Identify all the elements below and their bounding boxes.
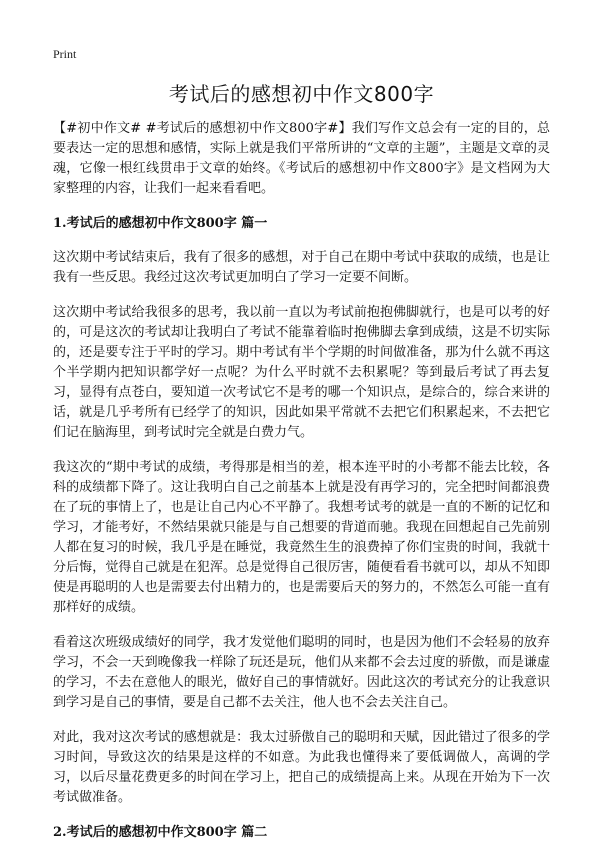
paragraph: 这次期中考试给我很多的思考，我以前一直以为考试前抱抱佛脚就行，也是可以考的好的，可是这次的考试却让我明白了考试不能靠着临时抱佛脚去拿到成绩，这是不切实际的，还是要专注于平时的学习。期中考试有半个学期的时间做准备，那为什么就不再这个半学期内把知识都学好一点呢？为什么平时就不去积累呢？等到最后考试了再去复习，显得有点苍白，要知道一次考试它不是考的哪一个知识点，是综合的，综合来讲的话，就是几乎考所有已经学了的知识，因此如果平常就不去把它们积累起来，不去把它们记在脑海里，到考试时完全就是白费力气。	[53, 305, 550, 440]
section-heading-1: 1.考试后的感想初中作文800字 篇一	[53, 216, 268, 231]
section-heading-2: 2.考试后的感想初中作文800字 篇二	[53, 825, 268, 840]
article-body	[53, 119, 550, 857]
paragraph: 我这次的“期中考试的成绩，考得那是相当的差，根本连平时的小考都不能去比较，各科的成绩都下降了。这让我明白自己之前基本上就是没有再学习的，完全把时间都浪费在了玩的事情上了，也是让自己内心不平静了。我想考试考的就是一直的不断的记忆和学习，才能考好，不然结果就只能是与自己想要的背道而驰。我现在回想起自己先前别人都在复习的时候，我几乎是在睡觉，我竟然生生的浪费掉了你们宝贵的时间，我就十分后悔，觉得自己就是在犯浑。总是觉得自己很厉害，随便看看书就可以，却从不知即使是再聪明的人也是需要去付出精力的，也是需要后天的努力的，不然怎么可能一直有那样好的成绩。	[53, 460, 550, 615]
paragraph: 这次期中考试结束后，我有了很多的感想，对于自己在期中考试中获取的成绩，也是让我有一些反思。我经过这次考试更加明白了学习一定要不间断。	[53, 250, 550, 285]
paragraph: 看着这次班级成绩好的同学，我才发觉他们聪明的同时，也是因为他们不会轻易的放弃学习，不会一天到晚像我一样除了玩还是玩，他们从来都不会去过度的骄傲，而是谦虚的学习，不去在意他人的眼光，做好自己的事情就好。因此这次的考试充分的让我意识到学习是自己的事情，要是自己都不去关注，他人也不会去关注自己。	[53, 635, 550, 710]
intro-paragraph: 【#初中作文# #考试后的感想初中作文800字#】我们写作文总会有一定的目的，总要表达一定的思想和感情，实际上就是我们平常所讲的“文章的主题”，主题是文章的灵魂，它像一根红线贯串于文章的始终。《考试后的感想初中作文800字》是文档网为大家整理的内容，让我们一起来看看吧。	[53, 121, 550, 196]
page-title: 考试后的感想初中作文800字	[168, 82, 435, 106]
paragraph: 对此，我对这次考试的感想就是：我太过骄傲自己的聪明和天赋，因此错过了很多的学习时间，导致这次的结果是这样的不如意。为此我也懂得来了要低调做人，高调的学习，以后尽量花费更多的时间在学习上，把自己的成绩提高上来。从现在开始为下一次考试做准备。	[53, 730, 550, 805]
print-link[interactable]: Print	[53, 47, 77, 61]
